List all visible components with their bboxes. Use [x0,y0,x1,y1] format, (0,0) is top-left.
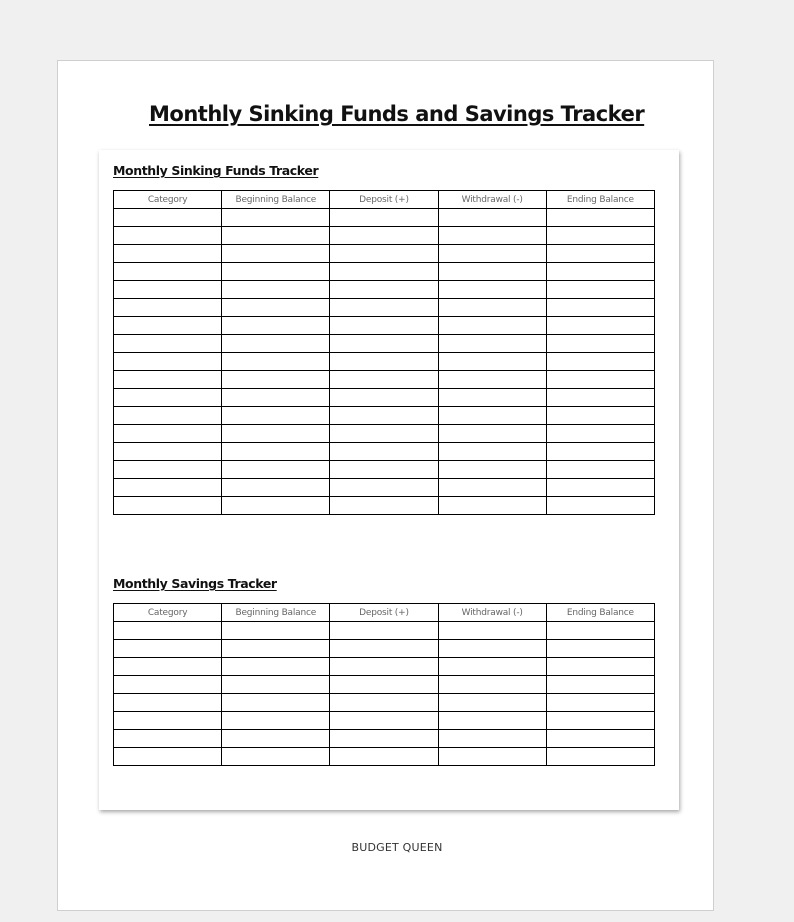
table-cell [222,461,330,479]
table-cell [222,443,330,461]
table-cell [222,407,330,425]
table-row [114,371,655,389]
table-row [114,299,655,317]
table-cell [330,730,438,748]
table-cell [222,389,330,407]
table-cell [438,479,546,497]
table-row [114,497,655,515]
table-row [114,461,655,479]
table-cell [438,425,546,443]
column-header-deposit: Deposit (+) [330,191,438,209]
table-cell [114,712,222,730]
table-cell [222,622,330,640]
savings-section-title: Monthly Savings Tracker [113,576,277,591]
table-cell [438,748,546,766]
table-cell [114,227,222,245]
table-cell [222,371,330,389]
table-cell [438,461,546,479]
table-cell [222,658,330,676]
table-row [114,227,655,245]
table-cell [114,497,222,515]
table-cell [546,443,654,461]
table-cell [438,227,546,245]
table-cell [546,371,654,389]
table-cell [438,209,546,227]
table-row [114,353,655,371]
table-row [114,425,655,443]
table-cell [438,658,546,676]
table-cell [222,479,330,497]
column-header-withdrawal: Withdrawal (-) [438,604,546,622]
table-cell [546,712,654,730]
table-cell [222,335,330,353]
table-cell [330,425,438,443]
document-title: Monthly Sinking Funds and Savings Tracker [149,102,645,126]
sinking-funds-section-title: Monthly Sinking Funds Tracker [113,163,319,178]
table-cell [114,281,222,299]
table-cell [222,640,330,658]
table-cell [222,676,330,694]
table-cell [438,299,546,317]
table-cell [546,263,654,281]
table-cell [222,353,330,371]
table-cell [330,299,438,317]
column-header-beginning-balance: Beginning Balance [222,191,330,209]
table-row [114,694,655,712]
table-cell [114,640,222,658]
table-cell [546,335,654,353]
table-row [114,748,655,766]
table-cell [438,335,546,353]
table-cell [330,640,438,658]
table-cell [438,640,546,658]
table-cell [114,730,222,748]
column-header-beginning-balance: Beginning Balance [222,604,330,622]
table-row [114,622,655,640]
table-cell [330,622,438,640]
table-cell [546,748,654,766]
table-row [114,263,655,281]
table-cell [330,209,438,227]
table-cell [222,263,330,281]
table-cell [114,676,222,694]
table-cell [438,497,546,515]
table-cell [546,299,654,317]
table-cell [330,371,438,389]
table-cell [114,694,222,712]
table-cell [438,407,546,425]
table-cell [114,658,222,676]
table-cell [330,245,438,263]
table-cell [222,317,330,335]
table-cell [438,730,546,748]
table-cell [114,389,222,407]
table-row [114,245,655,263]
table-cell [114,461,222,479]
table-cell [330,335,438,353]
table-cell [330,389,438,407]
table-cell [438,263,546,281]
table-cell [546,389,654,407]
table-cell [222,299,330,317]
table-cell [114,443,222,461]
table-cell [438,712,546,730]
table-cell [114,335,222,353]
table-cell [546,694,654,712]
table-row [114,640,655,658]
table-header-row [114,191,655,209]
column-header-ending-balance: Ending Balance [546,191,654,209]
table-cell [222,425,330,443]
table-cell [438,353,546,371]
table-cell [222,281,330,299]
table-cell [330,317,438,335]
column-header-deposit: Deposit (+) [330,604,438,622]
table-cell [546,676,654,694]
table-header-row [114,604,655,622]
table-cell [438,443,546,461]
table-cell [330,712,438,730]
table-cell [222,245,330,263]
table-cell [438,389,546,407]
table-row [114,479,655,497]
savings-table [113,603,655,766]
table-cell [546,281,654,299]
table-cell [546,353,654,371]
table-cell [222,730,330,748]
table-cell [330,479,438,497]
table-cell [222,227,330,245]
table-cell [546,407,654,425]
table-cell [114,245,222,263]
table-cell [330,263,438,281]
table-cell [330,461,438,479]
table-cell [546,227,654,245]
table-row [114,389,655,407]
table-cell [330,676,438,694]
column-header-withdrawal: Withdrawal (-) [438,191,546,209]
table-cell [438,622,546,640]
table-cell [546,497,654,515]
table-cell [438,371,546,389]
table-cell [114,371,222,389]
table-cell [546,658,654,676]
table-cell [330,443,438,461]
table-cell [546,245,654,263]
table-cell [546,425,654,443]
table-cell [330,748,438,766]
table-cell [546,461,654,479]
table-row [114,281,655,299]
table-cell [330,281,438,299]
table-cell [114,317,222,335]
table-cell [330,658,438,676]
table-cell [222,209,330,227]
table-cell [222,712,330,730]
table-row [114,335,655,353]
table-cell [546,209,654,227]
table-cell [222,497,330,515]
table-row [114,676,655,694]
tracker-sheet [99,150,679,810]
table-cell [438,317,546,335]
table-cell [114,209,222,227]
sinking-funds-table [113,190,655,515]
table-cell [114,407,222,425]
table-cell [438,245,546,263]
table-cell [546,317,654,335]
table-cell [546,640,654,658]
table-cell [546,479,654,497]
column-header-category: Category [114,604,222,622]
table-row [114,712,655,730]
table-cell [114,263,222,281]
table-cell [438,676,546,694]
table-cell [114,748,222,766]
table-cell [114,622,222,640]
table-cell [114,425,222,443]
footer-brand: BUDGET QUEEN [351,841,443,854]
table-cell [330,227,438,245]
table-cell [114,479,222,497]
table-cell [438,281,546,299]
table-row [114,730,655,748]
table-cell [330,497,438,515]
table-cell [546,622,654,640]
table-cell [438,694,546,712]
column-header-ending-balance: Ending Balance [546,604,654,622]
table-row [114,443,655,461]
table-row [114,658,655,676]
column-header-category: Category [114,191,222,209]
table-row [114,317,655,335]
table-cell [546,730,654,748]
table-row [114,209,655,227]
table-cell [114,353,222,371]
table-row [114,407,655,425]
table-cell [330,353,438,371]
table-cell [114,299,222,317]
table-cell [330,407,438,425]
table-cell [330,694,438,712]
table-cell [222,694,330,712]
table-cell [222,748,330,766]
